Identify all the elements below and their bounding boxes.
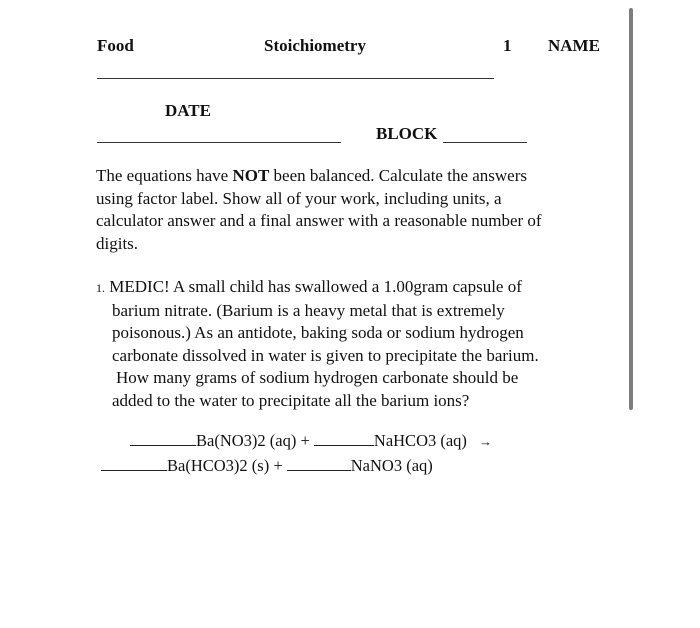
block-label: BLOCK [376,124,438,143]
question-number: 1. [96,281,105,295]
worksheet-title: Stoichiometry [264,36,366,55]
reaction-arrow-icon: → [479,434,493,449]
coefficient-blank-ba-hco3[interactable] [101,457,167,471]
instructions-line-3: calculator answer and a final answer with a reasonable number of [96,211,542,230]
equation-line-1 [130,431,492,451]
question-line: poisonous.) As an antidote, baking soda or sodium hydrogen [112,323,524,342]
date-blank-line[interactable] [97,142,341,143]
date-label: DATE [165,101,211,120]
reactant-ba-no3: Ba(NO3)2 (aq) + [196,431,310,450]
name-label: NAME [548,36,600,55]
question-line: 1. MEDIC! A small child has swallowed a 1.00gram capsule of [96,277,522,296]
product-ba-hco3: Ba(HCO3)2 (s) + [167,456,283,475]
vertical-scrollbar[interactable] [629,8,633,410]
coefficient-blank-nano3[interactable] [287,457,351,471]
product-nano3: NaNO3 (aq) [350,456,433,475]
instructions-line-4: digits. [96,233,139,253]
name-blank-line[interactable] [97,78,494,79]
coefficient-blank-nahco3[interactable] [314,432,374,446]
instructions-line-2: using factor label. Show all of your work, including units, a [96,188,502,208]
coefficient-blank-ba-no3[interactable] [130,432,196,446]
question-line: carbonate dissolved in water is given to precipitate the barium. [112,345,539,365]
question-1 [96,276,616,412]
equation-line-2 [101,456,433,476]
block-blank-line[interactable] [443,142,527,143]
question-line: barium nitrate. (Barium is a heavy metal that is extremely [112,300,505,320]
instructions-line-1: The equations have NOT been balanced. Calculate the answers [96,166,527,185]
course-label: Food [97,36,134,55]
question-line: added to the water to precipitate all the barium ions? [112,390,470,410]
question-line: How many grams of sodium hydrogen carbonate should be [116,368,519,387]
reactant-nahco3: NaHCO3 (aq) [373,431,467,450]
instructions-paragraph [96,165,596,255]
emphasis-not: NOT [232,166,270,185]
page-number: 1 [503,36,512,55]
